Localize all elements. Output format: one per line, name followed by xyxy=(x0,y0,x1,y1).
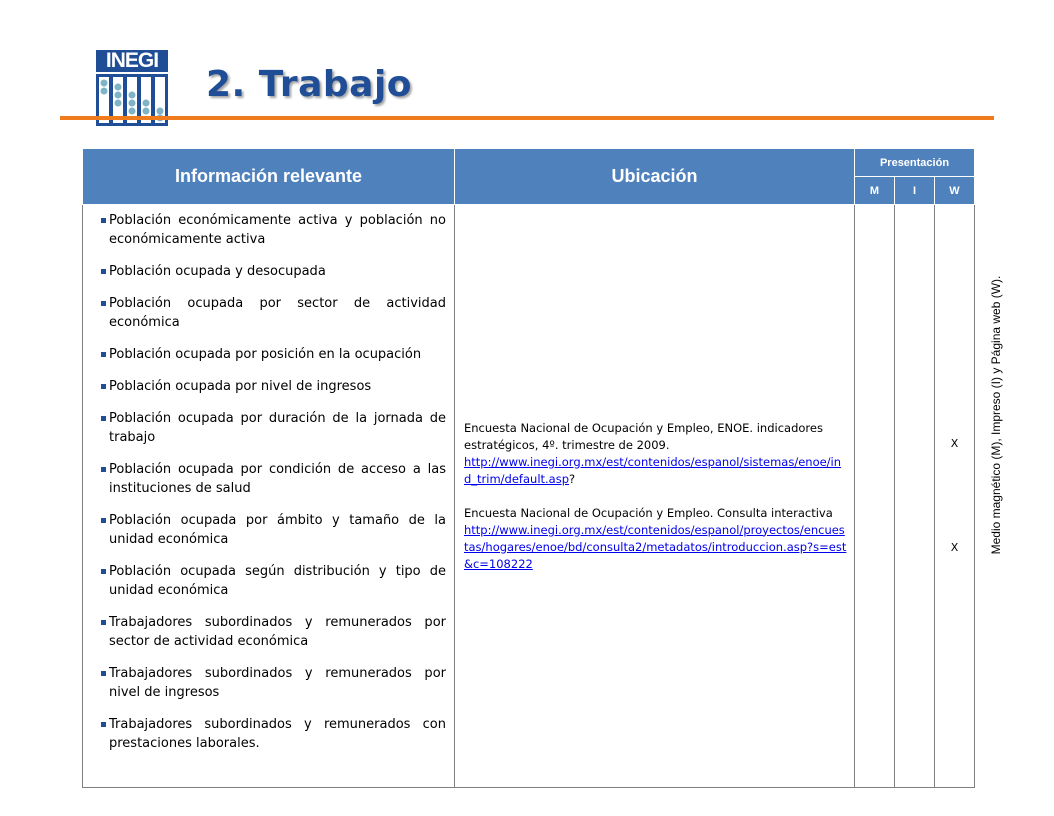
list-item: Población ocupada por condición de acceso a las instituciones de salud xyxy=(101,460,446,498)
list-item: Población ocupada según distribución y tipo de unidad económica xyxy=(101,562,446,600)
w-mark: X xyxy=(950,541,959,554)
bullet-icon xyxy=(101,671,106,676)
header-info: Información relevante xyxy=(83,149,455,205)
info-table xyxy=(82,148,975,788)
bullet-icon xyxy=(101,722,106,727)
bullet-icon xyxy=(101,467,106,472)
bullet-icon xyxy=(101,269,106,274)
bullet-icon xyxy=(101,218,106,223)
list-item: Población ocupada por posición en la ocupación xyxy=(101,345,446,364)
bullet-icon xyxy=(101,620,106,625)
w-mark: X xyxy=(950,437,959,450)
source1-link[interactable]: http://www.inegi.org.mx/est/contenidos/espanol/sistemas/enoe/ind_trim/default.asp xyxy=(464,454,842,486)
bullet-icon xyxy=(101,384,106,389)
side-note xyxy=(988,262,1004,568)
header-ubicacion: Ubicación xyxy=(455,149,855,205)
source2-text: Encuesta Nacional de Ocupación y Empleo. Consulta interactiva xyxy=(464,505,833,520)
list-item: Población ocupada por sector de actividad económica xyxy=(101,294,446,332)
bullet-icon xyxy=(101,416,106,421)
bullet-icon xyxy=(101,518,106,523)
header-i: I xyxy=(895,177,935,205)
list-item: Trabajadores subordinados y remunerados por nivel de ingresos xyxy=(101,664,446,702)
list-item: Población ocupada y desocupada xyxy=(101,262,446,281)
header-divider xyxy=(60,116,994,120)
source2-link[interactable]: http://www.inegi.org.mx/est/contenidos/espanol/proyectos/encuestas/hogares/enoe/bd/consulta2/metadatos/introduccion.asp?s=est&c=108222 xyxy=(464,522,847,571)
list-item: Población ocupada por ámbito y tamaño de la unidad económica xyxy=(101,511,446,549)
page-title: 2. Trabajo xyxy=(206,64,413,105)
inegi-logo xyxy=(96,50,168,126)
bullet-icon xyxy=(101,569,106,574)
ubicacion-cell xyxy=(455,205,855,788)
bullet-icon xyxy=(101,301,106,306)
list-item: Población económicamente activa y población no económicamente activa xyxy=(101,211,446,249)
info-list xyxy=(101,211,446,753)
header-w: W xyxy=(935,177,975,205)
header-presentacion: Presentación xyxy=(855,149,975,177)
logo-text: INEGI xyxy=(96,50,168,72)
list-item: Población ocupada por nivel de ingresos xyxy=(101,377,446,396)
i-cell xyxy=(895,205,935,788)
list-item: Trabajadores subordinados y remunerados con prestaciones laborales. xyxy=(101,715,446,753)
info-cell xyxy=(83,205,455,788)
header-m: M xyxy=(855,177,895,205)
w-cell xyxy=(935,205,975,788)
source1-text: Encuesta Nacional de Ocupación y Empleo, ENOE. indicadores estratégicos, 4º. trimestre de 2009. xyxy=(464,420,823,452)
source1-suffix: ? xyxy=(569,471,576,486)
side-note-text: Medio magnético (M), Impreso (I) y Página web (W). xyxy=(989,275,1003,555)
m-cell xyxy=(855,205,895,788)
list-item: Trabajadores subordinados y remunerados por sector de actividad económica xyxy=(101,613,446,651)
bullet-icon xyxy=(101,352,106,357)
list-item: Población ocupada por duración de la jornada de trabajo xyxy=(101,409,446,447)
